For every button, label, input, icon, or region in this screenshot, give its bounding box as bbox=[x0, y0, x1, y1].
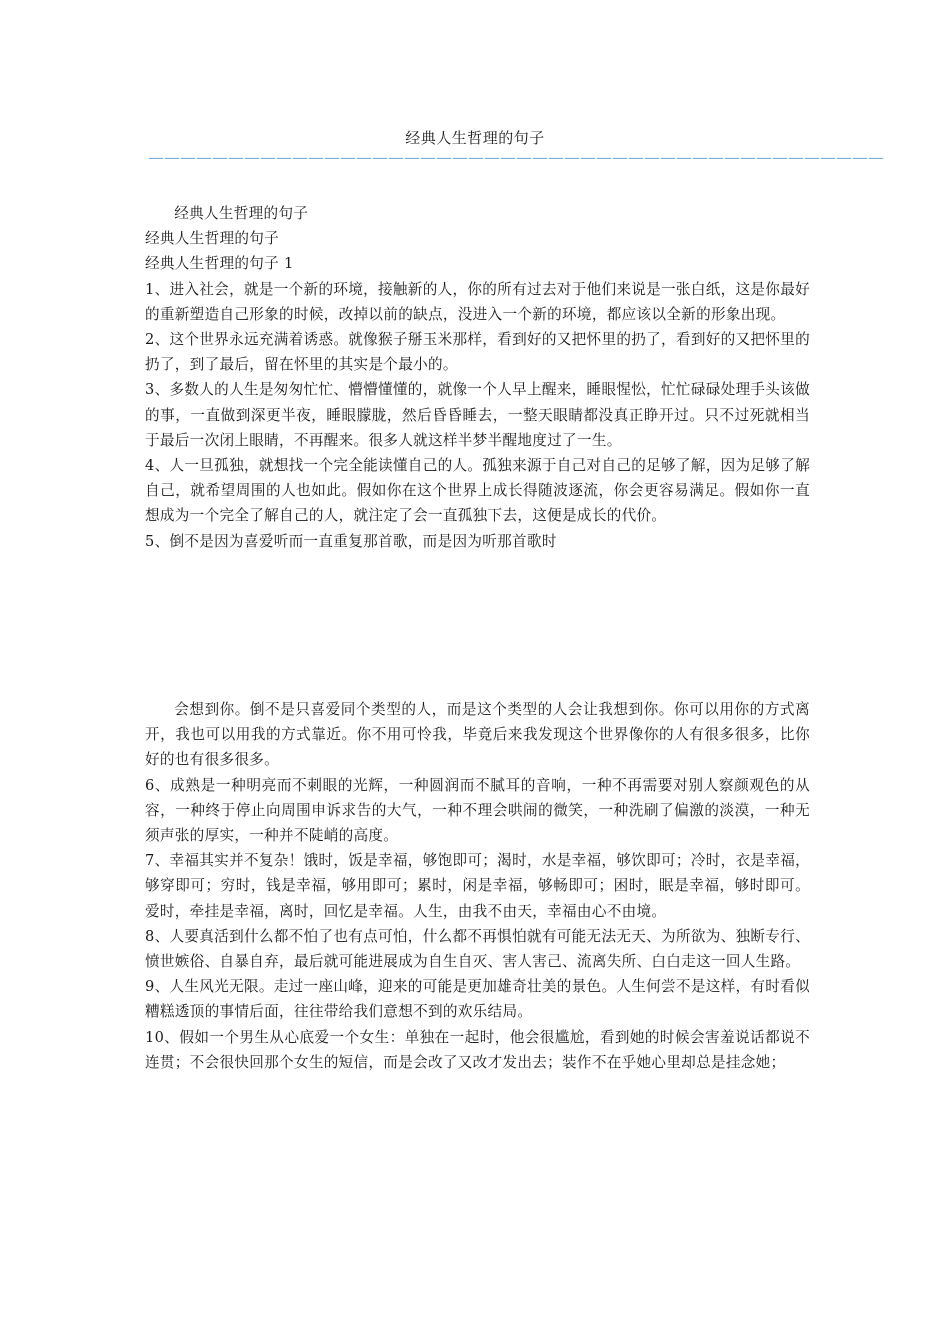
quote-paragraph-5: 5、倒不是因为喜爱听而一直重复那首歌，而是因为听那首歌时 bbox=[145, 532, 557, 550]
quote-paragraph-2: 2、这个世界永远充满着诱惑。就像猴子掰玉米那样，看到好的又把怀里的扔了，看到好的又把怀里的扔了，到了最后，留在怀里的其实是个最小的。 bbox=[145, 331, 810, 374]
section-heading: 经典人生哲理的句子 1 bbox=[145, 255, 294, 273]
quote-paragraph-4: 4、人一旦孤独，就想找一个完全能读懂自己的人。孤独来源于自己对自己的足够了解，因为足够了解自己，就希望周围的人也如此。假如你在这个世界上成长得随波逐流，你会更容易满足。假如你一直想成为一个完全了解自己的人，就注定了会一直孤独下去，这便是成长的代价。 bbox=[145, 457, 810, 525]
quote-paragraph-6: 6、成熟是一种明亮而不刺眼的光辉，一种圆润而不腻耳的音响，一种不再需要对别人察颜观色的从容，一种终于停止向周围申诉求告的大气，一种不理会哄闹的微笑，一种洗刷了偏激的淡漠，一种无须声张的厚实，一种并不陡峭的高度。 bbox=[145, 776, 810, 845]
quote-paragraph-1: 1、进入社会，就是一个新的环境，接触新的人，你的所有过去对于他们来说是一张白纸，这是你最好的重新塑造自己形象的时候，改掉以前的缺点，没进入一个新的环境，都应该以全新的形象出现。 bbox=[145, 280, 810, 323]
quote-paragraph-7: 7、幸福其实并不复杂！饿时，饭是幸福，够饱即可；渴时，水是幸福，够饮即可；冷时，衣是幸福，够穿即可；穷时，钱是幸福，够用即可；累时，闲是幸福，够畅即可；困时，眠是幸福，够时即可。爱时，牵挂是幸福，离时，回忆是幸福。人生，由我不由天，幸福由心不由境。 bbox=[145, 852, 810, 920]
quote-paragraph-10: 10、假如一个男生从心底爱一个女生：单独在一起时，他会很尴尬，看到她的时候会害羞说话都说不连贯；不会很快回那个女生的短信，而是会改了又改才发出去；装作不在乎她心里却总是挂念她； bbox=[145, 1028, 810, 1071]
text-section-2 bbox=[145, 697, 810, 1075]
document-title: 经典人生哲理的句子 bbox=[405, 129, 545, 147]
text-section-1 bbox=[145, 201, 810, 554]
quote-paragraph-5-continued: 会想到你。倒不是只喜爱同个类型的人，而是这个类型的人会让我想到你。你可以用你的方式离开，我也可以用我的方式靠近。你不用可怜我，毕竟后来我发现这个世界像你的人有很多很多，比你好的也有很多很多。 bbox=[145, 701, 810, 769]
subtitle-paragraph: 经典人生哲理的句子 bbox=[174, 205, 309, 222]
title-divider-rule: —————————————————————————————————————————————— bbox=[148, 148, 884, 167]
subtitle-paragraph: 经典人生哲理的句子 bbox=[145, 230, 280, 248]
quote-paragraph-8: 8、人要真活到什么都不怕了也有点可怕，什么都不再惧怕就有可能无法无天、为所欲为、独断专行、愤世嫉俗、自暴自弃，最后就可能进展成为自生自灭、害人害己、流离失所、白白走这一回人生路。 bbox=[145, 927, 810, 971]
quote-paragraph-9: 9、人生风光无限。走过一座山峰，迎来的可能是更加雄奇壮美的景色。人生何尝不是这样，有时看似糟糕透顶的事情后面，往往带给我们意想不到的欢乐结局。 bbox=[145, 978, 810, 1021]
quote-paragraph-3: 3、多数人的人生是匆匆忙忙、懵懵懂懂的，就像一个人早上醒来，睡眼惺忪，忙忙碌碌处理手头该做的事，一直做到深更半夜，睡眼朦胧，然后昏昏睡去，一整天眼睛都没真正睁开过。只不过死就相当于最后一次闭上眼睛，不再醒来。很多人就这样半梦半醒地度过了一生。 bbox=[145, 381, 810, 449]
